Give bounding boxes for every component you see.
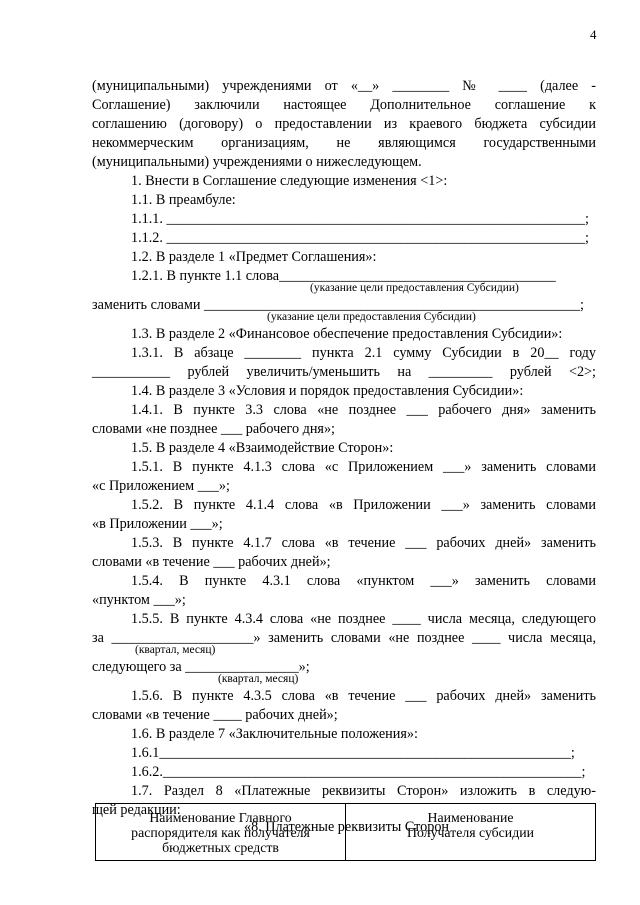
- field-caption: (квартал, месяц): [135, 644, 216, 656]
- text-line: 1.5.4. В пункте 4.3.1 слова «пунктом ___» заменить словами: [131, 573, 596, 589]
- text-line: 1.7. Раздел 8 «Платежные реквизиты Сторон» изложить в следую-: [131, 783, 596, 799]
- text-line: 1.3. В разделе 2 «Финансовое обеспечение предоставления Субсидии»:: [131, 326, 563, 342]
- recipient-header-cell: [346, 804, 596, 861]
- text-line: 1.5.5. В пункте 4.3.4 слова «не позднее ____ числа месяца, следующего: [131, 611, 596, 627]
- text-line: ___________ рублей увеличить/уменьшить на _________ рублей <2>;: [92, 364, 596, 380]
- text-line: «8. Платежные реквизиты Сторон: [244, 819, 450, 835]
- table-header-row: [96, 804, 596, 861]
- main-administrator-header-cell: [96, 804, 346, 861]
- text-line: (муниципальными) учреждениями от «__» ________ № ____ (далее -: [92, 78, 596, 94]
- text-line: 1. Внести в Соглашение следующие изменения <1>:: [131, 173, 448, 189]
- text-line: 1.6.2.___________________________________________________________;: [131, 764, 586, 780]
- text-line: 1.1. В преамбуле:: [131, 192, 236, 208]
- text-line: словами «в течение ____ рабочих дней»;: [92, 707, 338, 723]
- header-text-line: Получателя субсидии: [407, 825, 534, 840]
- text-line: 1.5.2. В пункте 4.1.4 слова «в Приложении ___» заменить словами: [131, 497, 596, 513]
- text-line: 1.6.1__________________________________________________________;: [131, 745, 575, 761]
- header-text-line: Наименование: [427, 810, 514, 825]
- field-caption: (указание цели предоставления Субсидии): [310, 282, 519, 294]
- text-line: словами «в течение ___ рабочих дней»;: [92, 554, 331, 570]
- text-line: (муниципальными) учреждениями о нижеследующем.: [92, 154, 422, 170]
- text-line: 1.3.1. В абзаце ________ пункта 2.1 сумму Субсидии в 20__ году: [131, 345, 596, 361]
- text-line: соглашению (договору) о предоставлении из краевого бюджета субсидии: [92, 116, 596, 132]
- text-line: щей редакции:: [92, 802, 181, 818]
- text-line: «пунктом ___»;: [92, 592, 186, 608]
- text-line: 1.1.1. ___________________________________________________________;: [131, 211, 589, 227]
- text-line: заменить словами _____________________________________________________;: [92, 297, 584, 313]
- text-line: следующего за ________________»;: [92, 659, 310, 675]
- text-line: «с Приложением ___»;: [92, 478, 230, 494]
- text-line: словами «не позднее ___ рабочего дня»;: [92, 421, 335, 437]
- text-line: 1.4. В разделе 3 «Условия и порядок предоставления Субсидии»:: [131, 383, 524, 399]
- text-line: некоммерческим организациям, не являющимся государственными: [92, 135, 596, 151]
- header-text-line: распорядителя как получателя: [131, 825, 310, 840]
- text-line: 1.5.6. В пункте 4.3.5 слова «в течение ___ рабочих дней» заменить: [131, 688, 596, 704]
- payment-details-table: [95, 803, 596, 861]
- header-text-line: бюджетных средств: [162, 840, 279, 855]
- page-number: 4: [590, 27, 597, 42]
- text-line: «в Приложении ___»;: [92, 516, 223, 532]
- field-caption: (квартал, месяц): [218, 673, 299, 685]
- field-caption: (указание цели предоставления Субсидии): [267, 311, 476, 323]
- text-line: 1.2. В разделе 1 «Предмет Соглашения»:: [131, 249, 377, 265]
- text-line: за ____________________» заменить словами «не позднее ____ числа месяца,: [92, 630, 596, 646]
- text-line: 1.5.1. В пункте 4.1.3 слова «с Приложением ___» заменить словами: [131, 459, 596, 475]
- text-line: 1.4.1. В пункте 3.3 слова «не позднее ___ рабочего дня» заменить: [131, 402, 596, 418]
- text-line: 1.5.3. В пункте 4.1.7 слова «в течение ___ рабочих дней» заменить: [131, 535, 596, 551]
- text-line: 1.6. В разделе 7 «Заключительные положения»:: [131, 726, 418, 742]
- text-line: 1.5. В разделе 4 «Взаимодействие Сторон»:: [131, 440, 394, 456]
- text-line: Соглашение) заключили настоящее Дополнительное соглашение к: [92, 97, 596, 113]
- text-line: 1.1.2. ___________________________________________________________;: [131, 230, 589, 246]
- header-text-line: Наименование Главного: [149, 810, 292, 825]
- text-line: 1.2.1. В пункте 1.1 слова_______________________________________: [131, 268, 556, 284]
